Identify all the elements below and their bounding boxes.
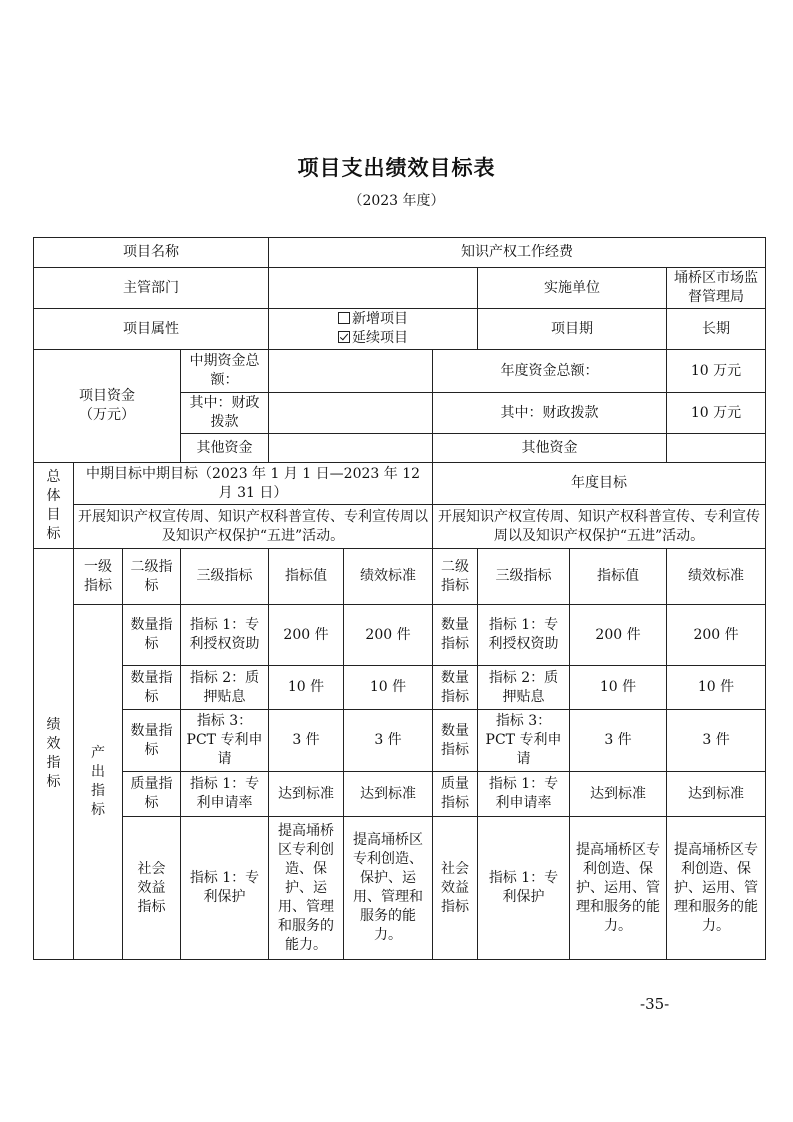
y-standard-cell: 3 件 — [667, 710, 766, 772]
year-other-label: 其他资金 — [433, 434, 667, 463]
year-total-value: 10 万元 — [667, 350, 766, 393]
l2-cell: 社会效益指标 — [123, 817, 181, 960]
funds-label: 项目资金（万元） — [34, 350, 181, 463]
level2-header: 二级指标 — [123, 549, 181, 605]
mid-goal-text: 开展知识产权宣传周、知识产权科普宣传、专利宣传周以及知识产权保护“五进”活动。 — [74, 505, 433, 549]
dept-label: 主管部门 — [34, 268, 269, 309]
table-row — [34, 710, 766, 772]
attr-options — [269, 309, 478, 350]
y-value-header: 指标值 — [570, 549, 667, 605]
y-l3-cell: 指标 2：质押贴息 — [478, 666, 570, 710]
y-value-cell: 200 件 — [570, 605, 667, 666]
standard-cell: 提高埇桥区专利创造、保护、运用、管理和服务的能力。 — [344, 817, 433, 960]
value-cell: 提高埇桥区专利创造、保护、运用、管理和服务的能力。 — [269, 817, 344, 960]
mid-total-label: 中期资金总额： — [181, 350, 269, 393]
y-level2-header: 二级指标 — [433, 549, 478, 605]
l3-cell: 指标 2：质押贴息 — [181, 666, 269, 710]
year-fiscal-label: 其中：财政拨款 — [433, 393, 667, 434]
period-value: 长期 — [667, 309, 766, 350]
option-continue: 延续项目 — [338, 329, 408, 348]
dept-value — [269, 268, 478, 309]
project-name-value: 知识产权工作经费 — [269, 238, 766, 268]
mid-other-value — [269, 434, 433, 463]
y-l2-cell: 社会效益指标 — [433, 817, 478, 960]
y-l2-cell: 数量指标 — [433, 710, 478, 772]
l2-cell: 质量指标 — [123, 772, 181, 817]
standard-cell: 3 件 — [344, 710, 433, 772]
page-subtitle: （2023 年度） — [348, 193, 445, 209]
output-label: 产出指标 — [74, 605, 123, 960]
y-level3-header: 三级指标 — [478, 549, 570, 605]
year-goal-text: 开展知识产权宣传周、知识产权科普宣传、专利宣传周以及知识产权保护“五进”活动。 — [433, 505, 766, 549]
y-standard-cell: 提高埇桥区专利创造、保护、运用、管理和服务的能力。 — [667, 817, 766, 960]
l3-cell: 指标 1：专利申请率 — [181, 772, 269, 817]
y-l2-cell: 质量指标 — [433, 772, 478, 817]
attr-label: 项目属性 — [34, 309, 269, 350]
y-standard-cell: 达到标准 — [667, 772, 766, 817]
l3-cell: 指标 3：PCT 专利申请 — [181, 710, 269, 772]
y-value-cell: 达到标准 — [570, 772, 667, 817]
year-goal-header: 年度目标 — [433, 463, 766, 505]
y-l3-cell: 指标 1：专利保护 — [478, 817, 570, 960]
l3-cell: 指标 1：专利保护 — [181, 817, 269, 960]
y-l3-cell: 指标 1：专利申请率 — [478, 772, 570, 817]
year-fiscal-value: 10 万元 — [667, 393, 766, 434]
impl-unit-value: 埇桥区市场监督管理局 — [667, 268, 766, 309]
y-value-cell: 10 件 — [570, 666, 667, 710]
value-cell: 达到标准 — [269, 772, 344, 817]
mid-goal-header: 中期目标中期目标（2023 年 1 月 1 日—2023 年 12 月 31 日） — [74, 463, 433, 505]
period-label: 项目期 — [478, 309, 667, 350]
level3-header: 三级指标 — [181, 549, 269, 605]
table-row — [34, 666, 766, 710]
standard-header: 绩效标准 — [344, 549, 433, 605]
y-standard-cell: 200 件 — [667, 605, 766, 666]
standard-cell: 达到标准 — [344, 772, 433, 817]
l3-cell: 指标 1：专利授权资助 — [181, 605, 269, 666]
table-row — [34, 817, 766, 960]
mid-other-label: 其他资金 — [181, 434, 269, 463]
checkbox-checked-icon — [338, 331, 350, 343]
y-l3-cell: 指标 3：PCT 专利申请 — [478, 710, 570, 772]
y-l2-cell: 数量指标 — [433, 666, 478, 710]
value-header: 指标值 — [269, 549, 344, 605]
standard-cell: 200 件 — [344, 605, 433, 666]
year-other-value — [667, 434, 766, 463]
performance-target-table — [33, 237, 766, 960]
value-cell: 3 件 — [269, 710, 344, 772]
table-row — [34, 605, 766, 666]
mid-fiscal-value — [269, 393, 433, 434]
standard-cell: 10 件 — [344, 666, 433, 710]
project-name-label: 项目名称 — [34, 238, 269, 268]
l2-cell: 数量指标 — [123, 710, 181, 772]
l2-cell: 数量指标 — [123, 605, 181, 666]
goals-label: 总体目标 — [34, 463, 74, 549]
option-new: 新增项目 — [338, 310, 408, 329]
value-cell: 10 件 — [269, 666, 344, 710]
page-number: -35- — [640, 995, 670, 1013]
impl-unit-label: 实施单位 — [478, 268, 667, 309]
l2-cell: 数量指标 — [123, 666, 181, 710]
checkbox-empty-icon — [338, 312, 350, 324]
table-row — [34, 772, 766, 817]
year-total-label: 年度资金总额： — [433, 350, 667, 393]
y-standard-header: 绩效标准 — [667, 549, 766, 605]
value-cell: 200 件 — [269, 605, 344, 666]
mid-total-value — [269, 350, 433, 393]
mid-fiscal-label: 其中：财政拨款 — [181, 393, 269, 434]
y-value-cell: 提高埇桥区专利创造、保护、运用、管理和服务的能力。 — [570, 817, 667, 960]
y-l3-cell: 指标 1：专利授权资助 — [478, 605, 570, 666]
level1-header: 一级指标 — [74, 549, 123, 605]
y-value-cell: 3 件 — [570, 710, 667, 772]
page-title: 项目支出绩效目标表 — [297, 155, 496, 180]
y-l2-cell: 数量指标 — [433, 605, 478, 666]
perf-label: 绩效指标 — [34, 549, 74, 960]
y-standard-cell: 10 件 — [667, 666, 766, 710]
